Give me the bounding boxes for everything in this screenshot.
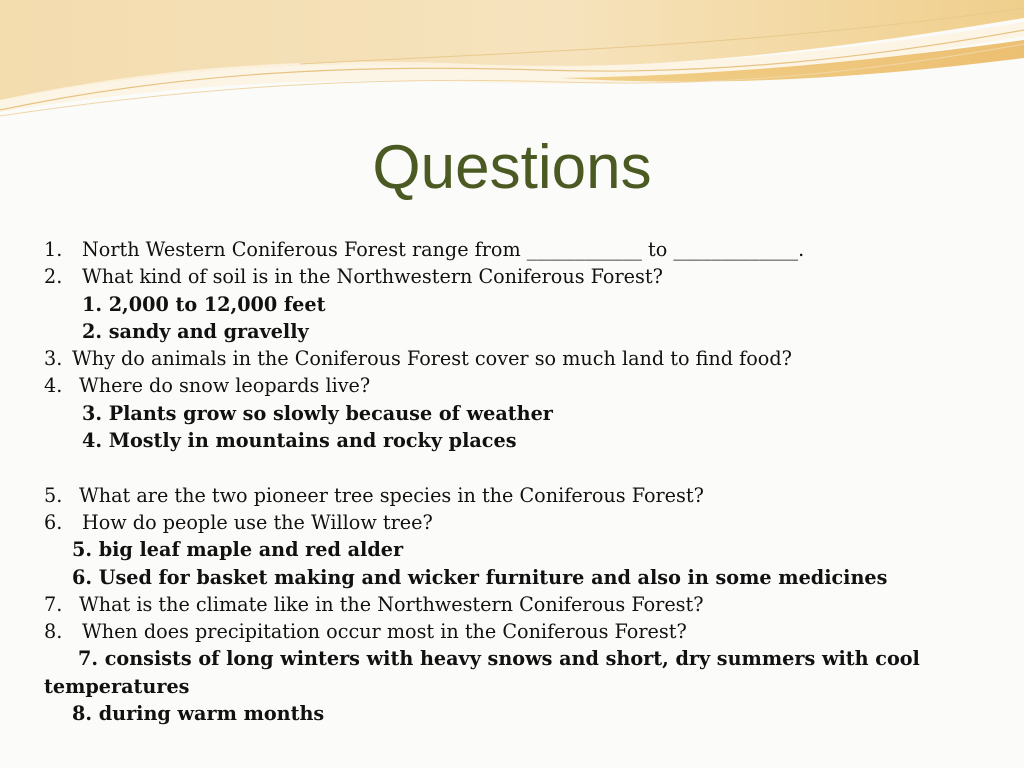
question-text: What is the climate like in the Northwestern Coniferous Forest? bbox=[79, 592, 704, 616]
question-4 bbox=[44, 372, 984, 399]
answer-8: 8. during warm months bbox=[72, 702, 325, 726]
spacer bbox=[44, 454, 984, 481]
question-number: 3. bbox=[44, 347, 63, 371]
answer-3: 3. Plants grow so slowly because of weather bbox=[82, 401, 553, 425]
question-6 bbox=[44, 509, 984, 536]
question-number: 8. bbox=[44, 620, 63, 644]
question-list bbox=[44, 236, 984, 727]
question-2 bbox=[44, 263, 984, 290]
question-text: How do people use the Willow tree? bbox=[82, 510, 433, 534]
answer-2: 2. sandy and gravelly bbox=[82, 319, 309, 343]
question-text: Why do animals in the Coniferous Forest cover so much land to find food? bbox=[72, 347, 792, 371]
question-3 bbox=[44, 345, 984, 372]
question-number: 7. bbox=[44, 592, 63, 616]
answer-4: 4. Mostly in mountains and rocky places bbox=[82, 429, 517, 453]
question-number: 2. bbox=[44, 265, 63, 289]
question-number: 4. bbox=[44, 374, 63, 398]
question-text: What kind of soil is in the Northwestern Coniferous Forest? bbox=[82, 265, 663, 289]
question-text: North Western Coniferous Forest range from ____________ to _____________. bbox=[82, 238, 805, 261]
question-1 bbox=[44, 236, 984, 263]
question-number: 6. bbox=[44, 510, 63, 534]
question-number: 5. bbox=[44, 483, 63, 507]
question-text: What are the two pioneer tree species in the Coniferous Forest? bbox=[79, 483, 704, 507]
answer-7: 7. consists of long winters with heavy snows and short, dry summers with cool temperatures bbox=[44, 647, 920, 698]
answer-1: 1. 2,000 to 12,000 feet bbox=[82, 292, 326, 316]
slide-title: Questions bbox=[372, 133, 652, 202]
answer-5: 5. big leaf maple and red alder bbox=[72, 538, 404, 562]
decorative-header-swoosh bbox=[0, 0, 1024, 130]
question-5 bbox=[44, 482, 984, 509]
question-8 bbox=[44, 618, 984, 645]
question-7 bbox=[44, 591, 984, 618]
question-number: 1. bbox=[44, 238, 63, 261]
answer-6: 6. Used for basket making and wicker furniture and also in some medicines bbox=[72, 565, 888, 589]
question-text: Where do snow leopards live? bbox=[79, 374, 371, 398]
question-text: When does precipitation occur most in the Coniferous Forest? bbox=[82, 620, 687, 644]
